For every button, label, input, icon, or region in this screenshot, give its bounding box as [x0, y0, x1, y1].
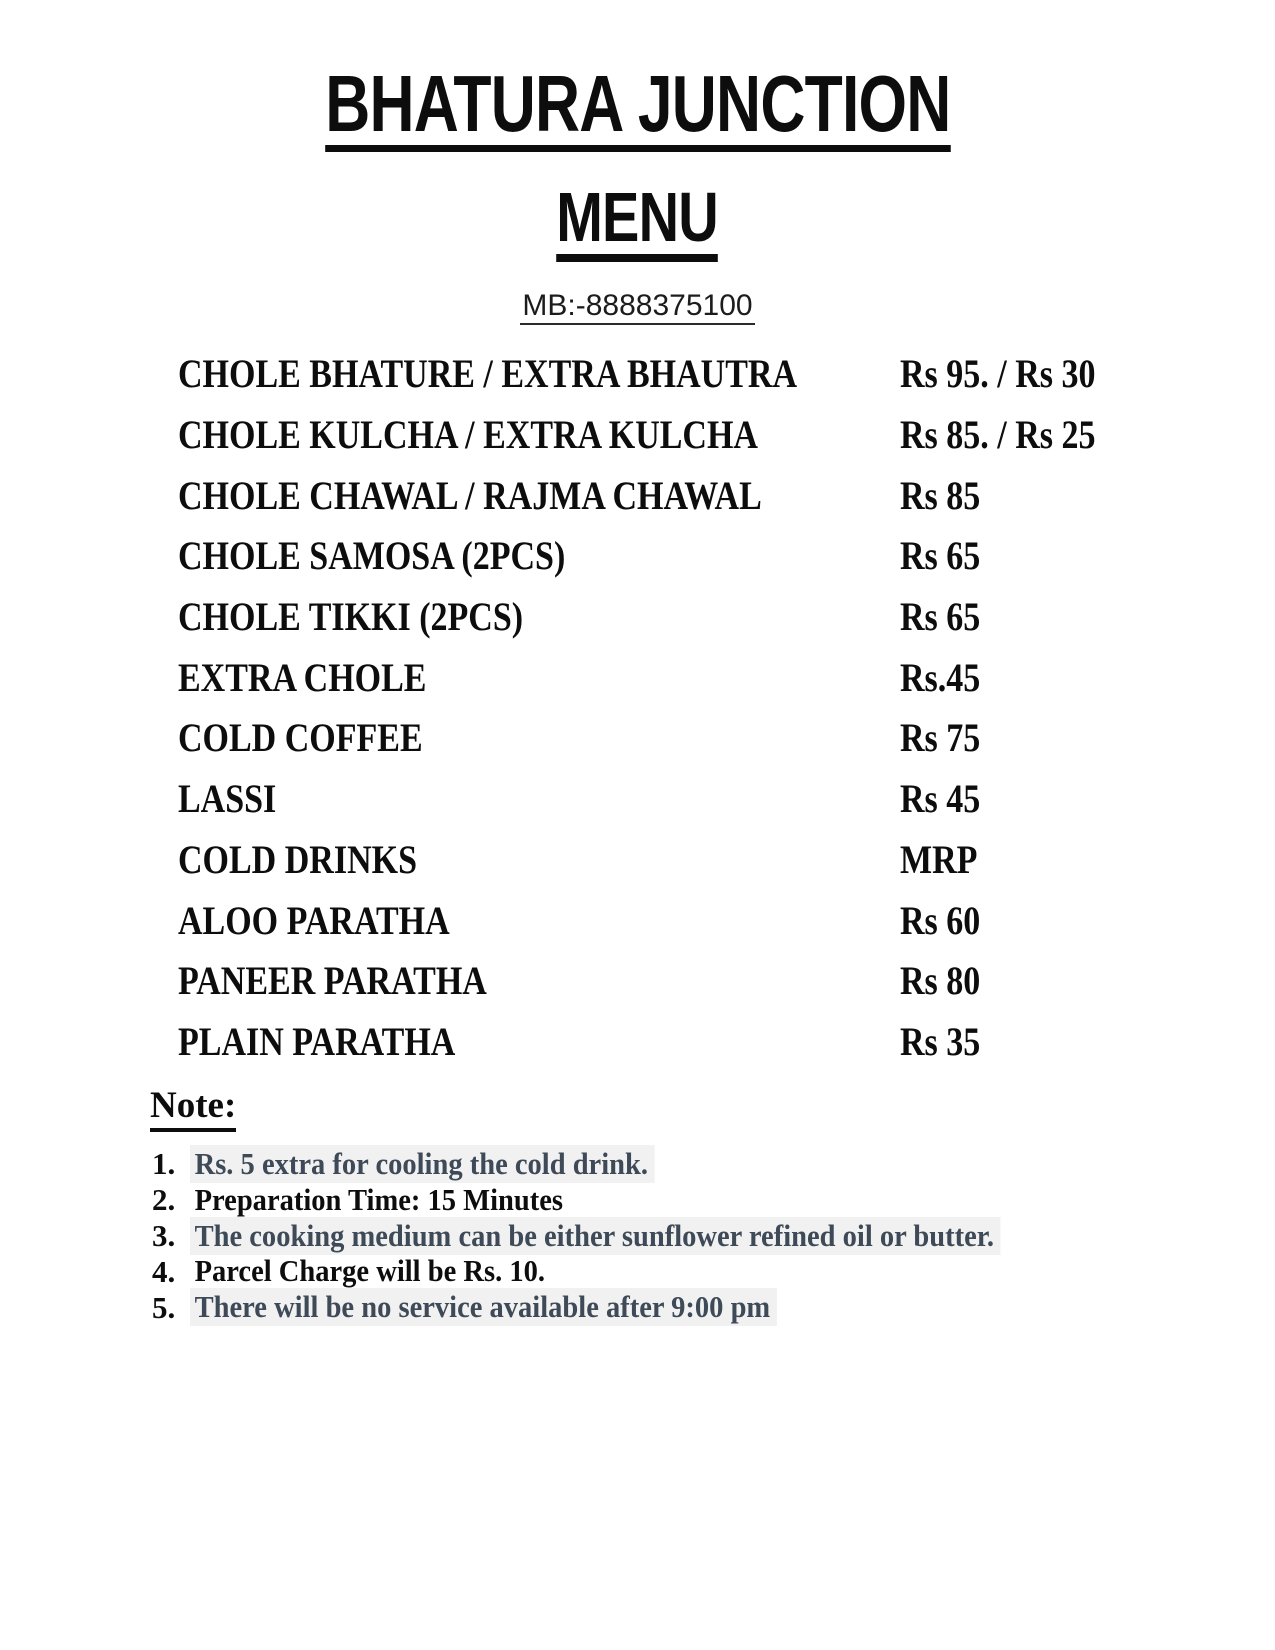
menu-item-row [178, 769, 1178, 830]
menu-item-list [178, 344, 1178, 1072]
menu-item-name: LASSI [178, 776, 277, 822]
note-item-number: 1. [152, 1146, 176, 1182]
phone-block [0, 291, 1275, 325]
note-item-text: Rs. 5 extra for cooling the cold drink. [190, 1145, 654, 1183]
menu-item-row [178, 587, 1178, 648]
note-item-number: 3. [152, 1217, 176, 1253]
menu-item-price: Rs 45 [900, 776, 981, 822]
note-item-text: Preparation Time: 15 Minutes [194, 1181, 563, 1217]
note-item [152, 1182, 1152, 1218]
menu-item-name: CHOLE TIKKI (2PCS) [178, 594, 524, 640]
note-item-number: 4. [152, 1253, 176, 1289]
menu-item-name: EXTRA CHOLE [178, 654, 427, 700]
phone-number: MB:-8888375100 [520, 291, 754, 325]
note-item-number: 5. [152, 1289, 176, 1325]
menu-item-name: CHOLE KULCHA / EXTRA KULCHA [178, 412, 758, 458]
restaurant-name: BHATURA JUNCTION [325, 66, 950, 152]
menu-item-price: Rs 60 [900, 897, 981, 943]
menu-item-row [178, 465, 1178, 526]
note-item [152, 1146, 1152, 1182]
notes-section [150, 1086, 236, 1132]
menu-item-row [178, 405, 1178, 466]
menu-item-row [178, 951, 1178, 1012]
menu-item-name: COLD COFFEE [178, 715, 423, 761]
menu-item-price: Rs 95. / Rs 30 [900, 351, 1096, 397]
menu-item-price: MRP [900, 836, 978, 882]
menu-item-row [178, 890, 1178, 951]
menu-item-price: Rs.45 [900, 654, 981, 700]
menu-item-price: Rs 85 [900, 472, 981, 518]
menu-item-name: CHOLE CHAWAL / RAJMA CHAWAL [178, 472, 762, 518]
menu-item-name: PLAIN PARATHA [178, 1018, 456, 1064]
menu-item-row [178, 344, 1178, 405]
note-item [152, 1218, 1152, 1254]
menu-item-price: Rs 65 [900, 533, 981, 579]
menu-item-row [178, 708, 1178, 769]
note-item-text: There will be no service available after 9:00 pm [190, 1288, 777, 1326]
menu-item-price: Rs 35 [900, 1018, 981, 1064]
menu-item-row [178, 1012, 1178, 1073]
menu-item-name: CHOLE SAMOSA (2PCS) [178, 533, 566, 579]
menu-item-name: PANEER PARATHA [178, 958, 487, 1004]
note-item-number: 2. [152, 1182, 176, 1218]
menu-item-price: Rs 75 [900, 715, 981, 761]
menu-item-name: ALOO PARATHA [178, 897, 450, 943]
note-item-text: Parcel Charge will be Rs. 10. [194, 1253, 545, 1289]
menu-item-name: CHOLE BHATURE / EXTRA BHAUTRA [178, 351, 798, 397]
note-item-text: The cooking medium can be either sunflower refined oil or butter. [190, 1217, 1000, 1255]
note-item [152, 1253, 1152, 1289]
menu-item-row [178, 526, 1178, 587]
header [0, 59, 1275, 152]
menu-item-price: Rs 65 [900, 594, 981, 640]
menu-title: MENU [557, 184, 719, 262]
menu-item-row [178, 647, 1178, 708]
menu-item-price: Rs 80 [900, 958, 981, 1004]
notes-heading: Note: [150, 1086, 236, 1132]
menu-item-price: Rs 85. / Rs 25 [900, 412, 1096, 458]
notes-list [152, 1146, 1152, 1325]
note-item [152, 1289, 1152, 1325]
menu-item-row [178, 830, 1178, 891]
menu-item-name: COLD DRINKS [178, 836, 417, 882]
menu-title-block [0, 178, 1275, 262]
